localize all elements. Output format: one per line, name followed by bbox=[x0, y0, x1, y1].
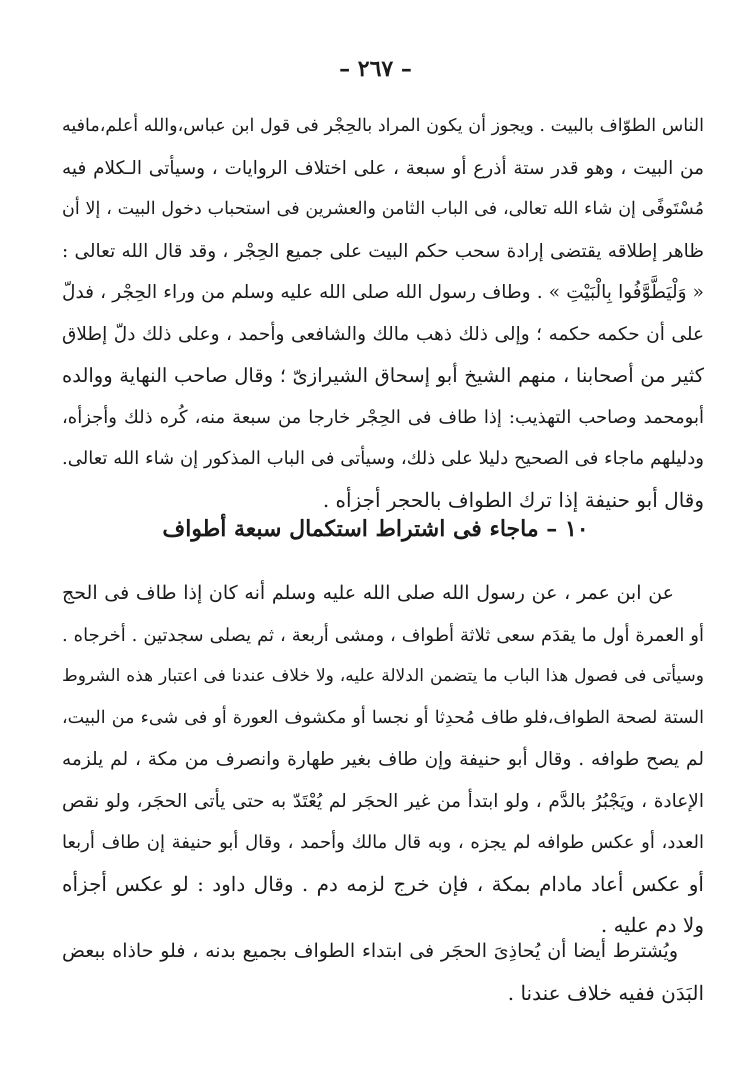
text-line: مُسْتَوفًى إن شاء الله تعالى، فى الباب الثامن والعشرين فى استحباب دخول البيت ، إلا أن bbox=[62, 199, 704, 219]
text-line: ولا دم عليه . bbox=[600, 913, 704, 937]
text-line: كثير من أصحابنا ، منهم الشيخ أبو إسحاق الشيرازىّ ؛ وقال صاحب النهاية ووالده bbox=[62, 364, 704, 387]
text-line: ودليلهم ماجاء فى الصحيح دليلا على ذلك، وسيأتى فى الباب المذكور إن شاء الله تعالى. bbox=[62, 448, 704, 469]
text-line: وقال أبو حنيفة إذا ترك الطواف بالحجر أجزأه . bbox=[322, 487, 704, 512]
text-line: العدد، أو عكس طوافه لم يجزه ، وبه قال مالك وأحمد ، وقال أبو حنيفة إن طاف أربعا bbox=[62, 832, 704, 853]
text-line: على أن حكمه حكمه ؛ وإلى ذلك ذهب مالك والشافعى وأحمد ، وعلى ذلك دلّ إطلاق bbox=[62, 323, 704, 345]
paragraph-3 bbox=[62, 931, 704, 1014]
paragraph-2 bbox=[62, 573, 704, 947]
text-line: « وَلْيَطَّوَّفُوا بِالْبَيْتِ » . وطاف رسول الله صلى الله عليه وسلم من وراء الحِجْر ، فدلّ bbox=[62, 282, 704, 303]
text-line: أو العمرة أول ما يقدَم سعى ثلاثة أطواف ، ومشى أربعة ، ثم يصلى سجدتين . أخرجاه . bbox=[62, 624, 704, 646]
section-heading: ١٠ – ماجاء فى اشتراط استكمال سبعة أطواف bbox=[162, 516, 589, 542]
text-line: الإعادة ، ويَجْبُرُ بالدَّم ، ولو ابتدأ من غير الحجَر لم يُعْتَدّ به حتى يأتى الحجَر، ولو نقص bbox=[62, 790, 704, 812]
text-line: الستة لصحة الطواف،فلو طاف مُحدِثا أو نجسا أو مكشوف العورة أو فى شىء من البيت، bbox=[62, 707, 704, 728]
text-line: ويُشترط أيضا أن يُحاذِىَ الحجَر فى ابتداء الطواف بجميع بدنه ، فلو حاذاه ببعض bbox=[62, 940, 678, 962]
text-line: لم يصح طوافه . وقال أبو حنيفة وإن طاف بغير طهارة وانصرف من مكة ، لم يلزمه bbox=[62, 749, 704, 770]
paragraph-1 bbox=[62, 106, 704, 521]
page-number: – ٢٦٧ – bbox=[339, 56, 412, 82]
text-line: أو عكس أعاد مادام بمكة ، فإن خرج لزمه دم . وقال داود : لو عكس أجزأه bbox=[62, 871, 704, 896]
text-line: الناس الطوّاف بالبيت . ويجوز أن يكون المراد بالحِجْر فى قول ابن عباس،والله أعلم،مافيه bbox=[62, 116, 704, 136]
text-line: وسيأتى فى فصول هذا الباب ما يتضمن الدلالة عليه، ولا خلاف عندنا فى اعتبار هذه الشروط bbox=[62, 666, 704, 686]
text-line: عن ابن عمر ، عن رسول الله صلى الله عليه وسلم أنه كان إذا طاف فى الحج bbox=[62, 582, 674, 604]
text-line: من البيت ، وهو قدر ستة أذرع أو سبعة ، على اختلاف الروايات ، وسيأتى الـكلام فيه bbox=[62, 157, 704, 179]
text-line: أبومحمد وصاحب التهذيب: إذا طاف فى الحِجْر خارجا من سبعة منه، كُره ذلك وأجزأه، bbox=[62, 406, 704, 428]
text-line: ظاهر إطلاقه يقتضى إرادة سحب حكم البيت على جميع الحِجْر ، وقد قال الله تعالى : bbox=[62, 240, 704, 262]
text-line: البَدَن ففيه خلاف عندنا . bbox=[507, 980, 704, 1005]
